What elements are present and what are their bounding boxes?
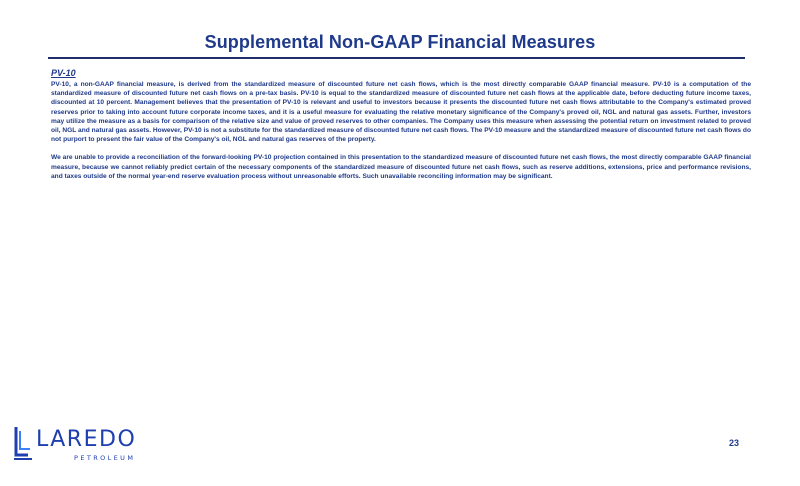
body-content <box>51 68 751 190</box>
page-number: 23 <box>729 438 740 448</box>
company-logo <box>14 425 144 465</box>
section-heading: PV-10 <box>51 68 76 78</box>
logo-wordmark: LAREDO <box>36 427 137 452</box>
laredo-mark-icon <box>14 425 38 461</box>
title-divider <box>48 57 745 59</box>
logo-subtitle: PETROLEUM <box>74 454 136 462</box>
paragraph-reconciliation: We are unable to provide a reconciliation of the forward-looking PV-10 projection contained in this presentation to the standardized measure of discounted future net cash flows, the most directly comparable GAAP financial measure, because we cannot reliably predict certain of the necessary components of the standardized measure of discounted future net cash flows, such as reserve additions, extensions, price and performance revisions, and taxes outside of the normal year-end reserve evaluation process without unreasonable efforts. Such unavailable reconciling information may be significant. <box>51 154 751 180</box>
slide-title: Supplemental Non-GAAP Financial Measures <box>204 32 596 52</box>
paragraph-pv10-definition: PV-10, a non-GAAP financial measure, is derived from the standardized measure of discounted future net cash flows, which is the most directly comparable GAAP financial measure. PV-10 is a computation of the standardized measure of discounted future net cash flows on a pre-tax basis. PV-10 is equal to the standardized measure of discounted future net cash flows at the applicable date, before deducting future income taxes, discounted at 10 percent. Management believes that the presentation of PV-10 is relevant and useful to investors because it presents the discounted future net cash flows attributable to the Company's estimated proved reserves prior to taking into account future corporate income taxes, and it is a useful measure for evaluating the relative monetary significance of the Company's proved oil, NGL and natural gas assets. Further, investors may utilize the measure as a basis for comparison of the relative size and value of proved reserves to other companies. The Company uses this measure when assessing the potential return on investment related to proved oil, NGL and natural gas assets. However, PV-10 is not a substitute for the standardized measure of discounted future net cash flows. The PV-10 measure and the standardized measure of discounted future net cash flows do not purport to present the fair value of the Company's oil, NGL and natural gas reserves of the property. <box>51 81 751 144</box>
